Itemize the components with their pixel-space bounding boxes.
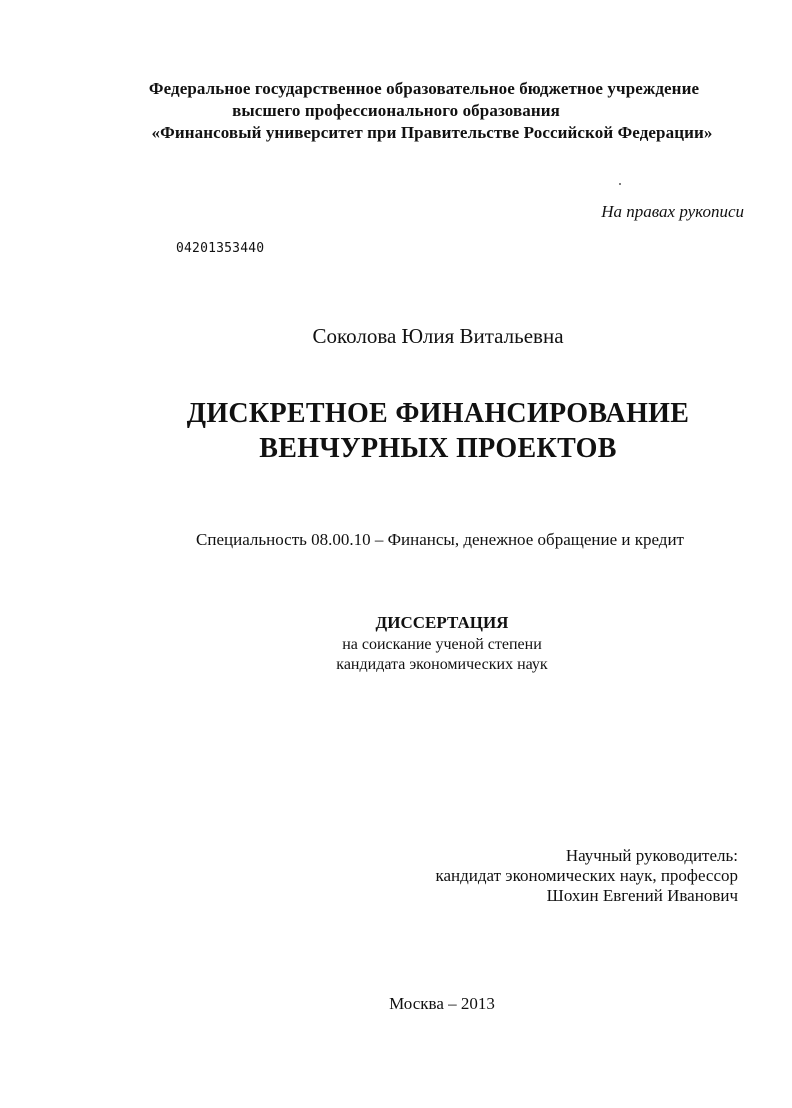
specialty: Специальность 08.00.10 – Финансы, денежное обращение и кредит — [196, 530, 684, 549]
manuscript-note: На правах рукописи — [601, 202, 744, 221]
dissertation-heading: ДИССЕРТАЦИЯ — [375, 613, 509, 632]
title-line-1: ДИСКРЕТНОЕ ФИНАНСИРОВАНИЕ — [186, 398, 690, 429]
author-name: Соколова Юлия Витальевна — [312, 324, 564, 348]
institution-line-2: высшего профессионального образования — [232, 101, 560, 120]
scan-speck — [619, 183, 621, 185]
title-line-2: ВЕНЧУРНЫХ ПРОЕКТОВ — [259, 433, 617, 464]
dissertation-line-2: кандидата экономических наук — [336, 656, 548, 673]
city-year: Москва – 2013 — [389, 994, 495, 1013]
supervisor-degree: кандидат экономических наук, профессор — [435, 866, 738, 885]
supervisor-name: Шохин Евгений Иванович — [546, 886, 738, 905]
dissertation-line-1: на соискание ученой степени — [342, 636, 542, 653]
institution-line-1: Федеральное государственное образовательное бюджетное учреждение — [148, 79, 700, 98]
supervisor-label: Научный руководитель: — [565, 846, 738, 865]
archive-code: 04201353440 — [176, 241, 265, 256]
institution-line-3: «Финансовый университет при Правительстве Российской Федерации» — [151, 123, 713, 142]
